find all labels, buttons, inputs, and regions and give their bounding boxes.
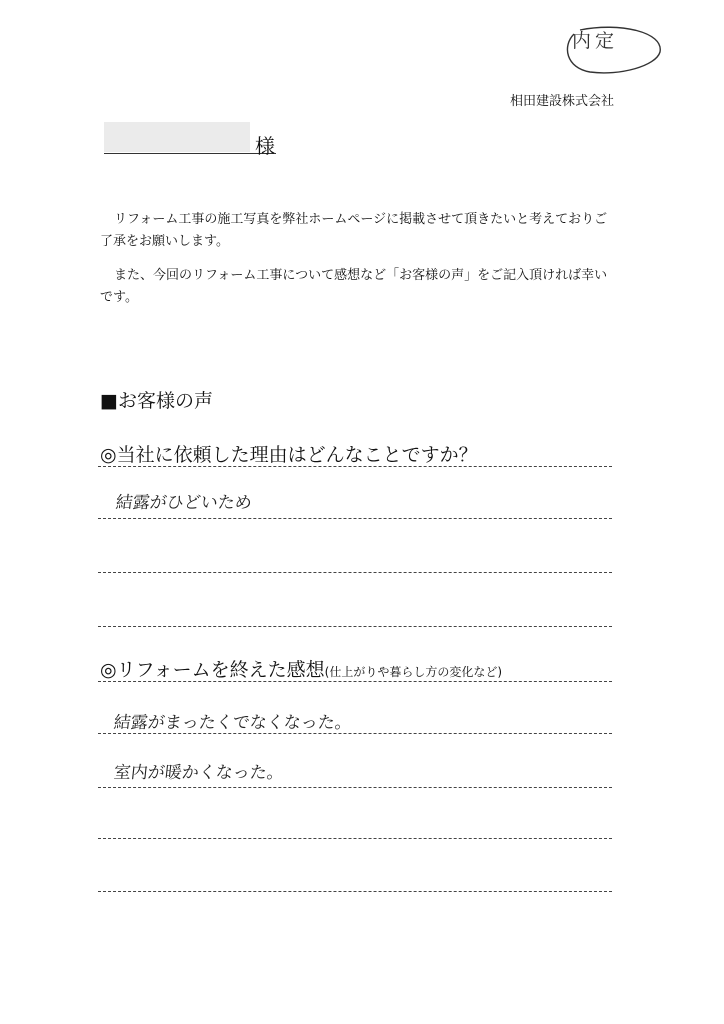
intro-paragraph-1: リフォーム工事の施工写真を弊社ホームページに掲載させて頂きたいと考えておりご了承をお願いします。 <box>100 212 608 249</box>
question-2-answer-2: 室内が暖かくなった。 <box>112 763 285 783</box>
redacted-customer-name <box>104 122 250 152</box>
answer-line <box>98 518 612 519</box>
answer-line <box>98 626 612 627</box>
answer-line <box>98 733 612 734</box>
question-2-note: (仕上がりや暮らし方の変化など) <box>324 665 503 679</box>
question-2-label: ◎リフォームを終えた感想 <box>100 659 325 681</box>
question-2-answer-1: 結露がまったくでなくなった。 <box>112 713 353 733</box>
section-title: ■お客様の声 <box>100 390 213 412</box>
answer-line <box>98 466 612 467</box>
question-2 <box>100 655 502 682</box>
answer-line <box>98 891 612 892</box>
question-1-label: ◎当社に依頼した理由はどんなことですか？ <box>100 444 478 466</box>
answer-line <box>98 681 612 682</box>
question-1-answer-1: 結露がひどいため <box>114 493 253 513</box>
answer-line <box>98 572 612 573</box>
stamp-text: 内定 <box>572 30 619 52</box>
answer-line <box>98 838 612 839</box>
name-underline <box>104 153 276 154</box>
honorific: 様 <box>255 134 275 158</box>
question-1 <box>100 440 478 467</box>
intro-paragraph-2: また、今回のリフォーム工事について感想など「お客様の声」をご記入頂ければ幸いです。 <box>100 268 608 305</box>
company-name: 相田建設株式会社 <box>509 94 614 109</box>
answer-line <box>98 787 612 788</box>
